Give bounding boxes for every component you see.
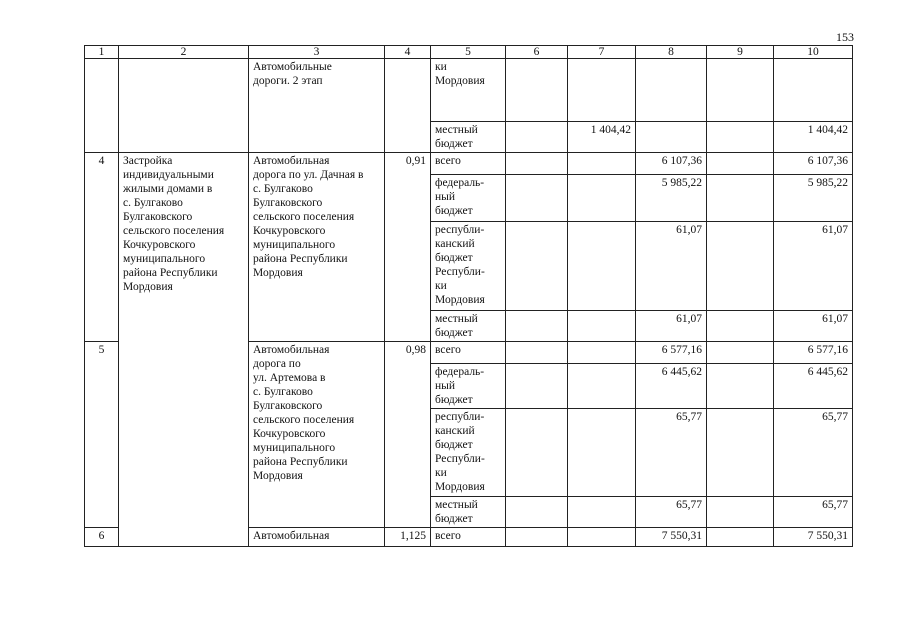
amount-cell: 6 577,16 (636, 342, 707, 364)
amount-cell (506, 528, 568, 547)
amount-cell: 6 107,36 (636, 153, 707, 175)
funding-source-cell: всего (431, 342, 506, 364)
column-number: 6 (506, 46, 568, 59)
funding-source-cell: всего (431, 153, 506, 175)
column-number: 1 (85, 46, 119, 59)
length-cell (385, 59, 431, 153)
amount-cell (506, 364, 568, 409)
amount-cell: 1 404,42 (774, 122, 853, 153)
amount-cell (707, 497, 774, 528)
funding-source-cell: ки Мордовия (431, 59, 506, 122)
funding-source-cell: местный бюджет (431, 311, 506, 342)
funding-source-cell: местный бюджет (431, 122, 506, 153)
column-number: 3 (249, 46, 385, 59)
amount-cell: 61,07 (774, 222, 853, 311)
amount-cell: 7 550,31 (636, 528, 707, 547)
column-number: 9 (707, 46, 774, 59)
amount-cell (568, 175, 636, 222)
amount-cell: 65,77 (636, 409, 707, 497)
amount-cell (506, 311, 568, 342)
amount-cell (707, 59, 774, 122)
column-number: 7 (568, 46, 636, 59)
amount-cell (506, 222, 568, 311)
length-cell: 0,98 (385, 342, 431, 528)
amount-cell (568, 311, 636, 342)
column-number: 5 (431, 46, 506, 59)
amount-cell: 5 985,22 (636, 175, 707, 222)
amount-cell: 61,07 (774, 311, 853, 342)
amount-cell: 6 445,62 (774, 364, 853, 409)
column-number: 8 (636, 46, 707, 59)
amount-cell (506, 59, 568, 122)
funding-source-cell: федераль- ный бюджет (431, 175, 506, 222)
row-number-cell: 4 (85, 153, 119, 342)
amount-cell (707, 409, 774, 497)
amount-cell (568, 222, 636, 311)
amount-cell (568, 153, 636, 175)
column-number: 2 (119, 46, 249, 59)
amount-cell (506, 409, 568, 497)
amount-cell: 1 404,42 (568, 122, 636, 153)
column-number: 10 (774, 46, 853, 59)
amount-cell (568, 409, 636, 497)
amount-cell: 6 445,62 (636, 364, 707, 409)
amount-cell (568, 497, 636, 528)
amount-cell (636, 122, 707, 153)
table-row (85, 153, 853, 175)
amount-cell (707, 175, 774, 222)
amount-cell (568, 59, 636, 122)
amount-cell: 7 550,31 (774, 528, 853, 547)
object-cell: Застройка индивидуальными жилыми домами в с. Булгаково Булгаковского сельского поселения Кочкуровского муниципального района Республики Мордовия (119, 153, 249, 547)
column-number: 4 (385, 46, 431, 59)
row-number-cell: 5 (85, 342, 119, 528)
road-name-cell: Автомобильная (249, 528, 385, 547)
funding-source-cell: всего (431, 528, 506, 547)
amount-cell (636, 59, 707, 122)
amount-cell (568, 528, 636, 547)
amount-cell (506, 175, 568, 222)
row-number-cell: 6 (85, 528, 119, 547)
road-name-cell: Автомобильная дорога по ул. Дачная в с. Булгаково Булгаковского сельского поселения Кочкуровского муниципального района Республики Мордовия (249, 153, 385, 342)
amount-cell (568, 342, 636, 364)
financing-table (84, 45, 853, 547)
amount-cell (707, 364, 774, 409)
amount-cell (506, 153, 568, 175)
amount-cell (707, 222, 774, 311)
row-number-cell (85, 59, 119, 153)
amount-cell (707, 153, 774, 175)
amount-cell (707, 122, 774, 153)
road-name-cell: Автомобильные дороги. 2 этап (249, 59, 385, 153)
amount-cell: 65,77 (636, 497, 707, 528)
column-number-row (85, 46, 853, 59)
length-cell: 1,125 (385, 528, 431, 547)
amount-cell (506, 497, 568, 528)
amount-cell (707, 342, 774, 364)
amount-cell: 6 107,36 (774, 153, 853, 175)
length-cell: 0,91 (385, 153, 431, 342)
amount-cell (707, 311, 774, 342)
funding-source-cell: республи- канский бюджет Республи- ки Мордовия (431, 409, 506, 497)
table-row (85, 59, 853, 122)
amount-cell: 61,07 (636, 311, 707, 342)
road-name-cell: Автомобильная дорога по ул. Артемова в с. Булгаково Булгаковского сельского поселения Кочкуровского муниципального района Республики Мордовия (249, 342, 385, 528)
funding-source-cell: республи- канский бюджет Республи- ки Мордовия (431, 222, 506, 311)
amount-cell: 65,77 (774, 497, 853, 528)
funding-source-cell: федераль- ный бюджет (431, 364, 506, 409)
object-cell (119, 59, 249, 153)
amount-cell (774, 59, 853, 122)
amount-cell: 6 577,16 (774, 342, 853, 364)
amount-cell: 5 985,22 (774, 175, 853, 222)
amount-cell (506, 342, 568, 364)
amount-cell (568, 364, 636, 409)
funding-source-cell: местный бюджет (431, 497, 506, 528)
page-number: 153 (836, 30, 854, 44)
amount-cell: 61,07 (636, 222, 707, 311)
amount-cell: 65,77 (774, 409, 853, 497)
amount-cell (506, 122, 568, 153)
amount-cell (707, 528, 774, 547)
